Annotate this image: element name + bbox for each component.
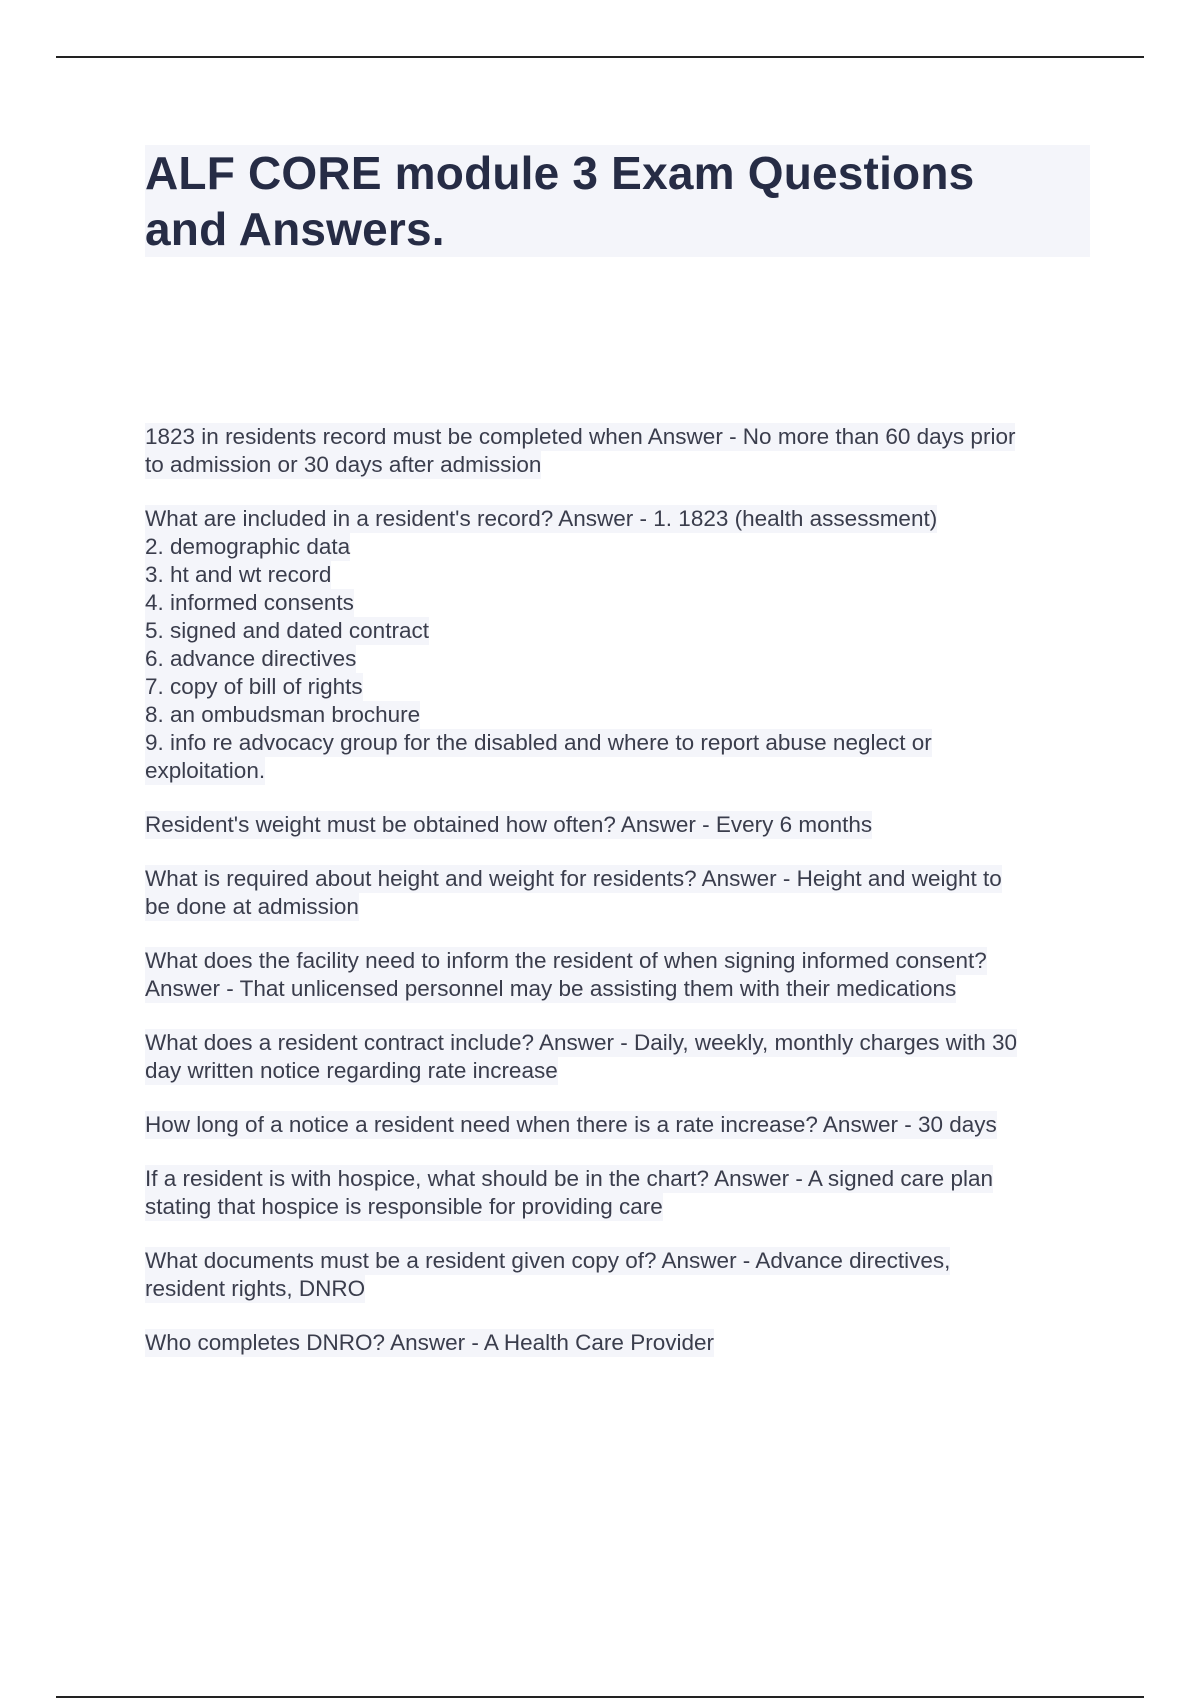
footer-rule	[56, 1696, 1144, 1698]
qa-item	[145, 1247, 1090, 1303]
qa-line: stating that hospice is responsible for providing care	[145, 1194, 663, 1219]
title-block	[145, 145, 1090, 257]
qa-line: Answer - That unlicensed personnel may be assisting them with their medications	[145, 976, 957, 1001]
qa-line: 4. informed consents	[145, 590, 354, 615]
qa-line: How long of a notice a resident need when there is a rate increase? Answer - 30 days	[145, 1112, 997, 1137]
qa-item	[145, 505, 1090, 785]
qa-line: What are included in a resident's record? Answer - 1. 1823 (health assessment)	[145, 506, 938, 531]
qa-line: 8. an ombudsman brochure	[145, 702, 421, 727]
qa-line: What is required about height and weight for residents? Answer - Height and weight to	[145, 866, 1002, 891]
qa-item	[145, 423, 1090, 479]
qa-line: Resident's weight must be obtained how often? Answer - Every 6 months	[145, 812, 873, 837]
qa-line: 7. copy of bill of rights	[145, 674, 363, 699]
qa-item	[145, 811, 1090, 839]
qa-line: day written notice regarding rate increase	[145, 1058, 558, 1083]
qa-list	[145, 423, 1090, 1383]
qa-item	[145, 1329, 1090, 1357]
qa-line: If a resident is with hospice, what should be in the chart? Answer - A signed care plan	[145, 1166, 993, 1191]
qa-item	[145, 947, 1090, 1003]
qa-line: be done at admission	[145, 894, 359, 919]
qa-item	[145, 1165, 1090, 1221]
document-body	[145, 145, 1090, 1355]
qa-line: What does a resident contract include? Answer - Daily, weekly, monthly charges with 30	[145, 1030, 1018, 1055]
qa-item	[145, 865, 1090, 921]
qa-line: Who completes DNRO? Answer - A Health Care Provider	[145, 1330, 714, 1355]
qa-line: to admission or 30 days after admission	[145, 452, 542, 477]
qa-item	[145, 1029, 1090, 1085]
title-line-2: and Answers.	[145, 203, 445, 255]
qa-line: 9. info re advocacy group for the disabled and where to report abuse neglect or	[145, 730, 932, 755]
header-rule	[56, 56, 1144, 58]
qa-line: resident rights, DNRO	[145, 1276, 366, 1301]
qa-item	[145, 1111, 1090, 1139]
qa-line: 3. ht and wt record	[145, 562, 332, 587]
qa-line: What does the facility need to inform the resident of when signing informed consent?	[145, 948, 987, 973]
qa-line: exploitation.	[145, 758, 266, 783]
qa-line: 5. signed and dated contract	[145, 618, 429, 643]
qa-line: 1823 in residents record must be completed when Answer - No more than 60 days prior	[145, 424, 1016, 449]
page-title	[145, 145, 1090, 257]
qa-line: 6. advance directives	[145, 646, 357, 671]
title-line-1: ALF CORE module 3 Exam Questions	[145, 147, 975, 199]
qa-line: What documents must be a resident given copy of? Answer - Advance directives,	[145, 1248, 951, 1273]
qa-line: 2. demographic data	[145, 534, 351, 559]
